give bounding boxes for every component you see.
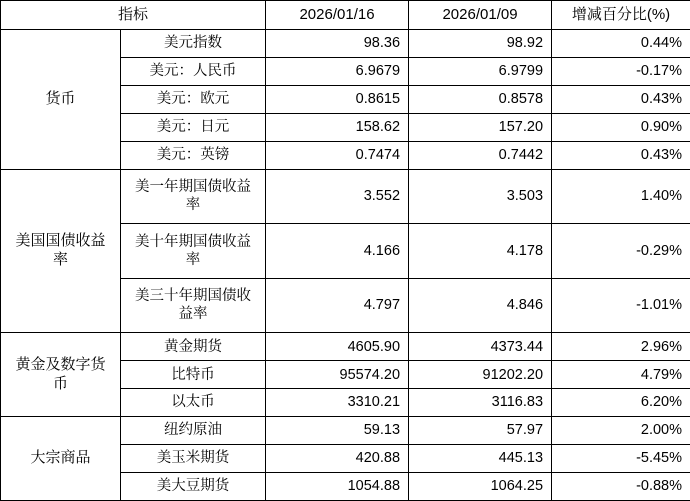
value-current: 3310.21 bbox=[266, 389, 409, 417]
group-label-currency: 货币 bbox=[1, 29, 121, 169]
column-header-indicator: 指标 bbox=[1, 1, 266, 30]
value-previous: 98.92 bbox=[409, 29, 552, 57]
value-previous: 3.503 bbox=[409, 169, 552, 223]
value-change: -0.88% bbox=[552, 472, 690, 500]
value-current: 98.36 bbox=[266, 29, 409, 57]
value-previous: 91202.20 bbox=[409, 361, 552, 389]
value-change: -5.45% bbox=[552, 445, 690, 473]
table-row bbox=[1, 29, 690, 57]
value-previous: 4373.44 bbox=[409, 333, 552, 361]
row-item-label: 美三十年期国债收益率 bbox=[121, 278, 266, 332]
table-row bbox=[1, 169, 690, 223]
row-item-label: 美十年期国债收益率 bbox=[121, 224, 266, 278]
value-previous: 57.97 bbox=[409, 417, 552, 445]
row-item-label: 美元：人民币 bbox=[121, 57, 266, 85]
value-current: 1054.88 bbox=[266, 472, 409, 500]
value-change: 0.90% bbox=[552, 113, 690, 141]
table-row bbox=[1, 333, 690, 361]
value-current: 0.7474 bbox=[266, 141, 409, 169]
value-current: 59.13 bbox=[266, 417, 409, 445]
value-change: 0.43% bbox=[552, 141, 690, 169]
row-item-label: 美玉米期货 bbox=[121, 445, 266, 473]
value-previous: 445.13 bbox=[409, 445, 552, 473]
value-previous: 3116.83 bbox=[409, 389, 552, 417]
value-previous: 4.846 bbox=[409, 278, 552, 332]
value-previous: 0.7442 bbox=[409, 141, 552, 169]
group-label-commodities: 大宗商品 bbox=[1, 417, 121, 501]
value-current: 6.9679 bbox=[266, 57, 409, 85]
row-item-label: 美大豆期货 bbox=[121, 472, 266, 500]
value-change: 1.40% bbox=[552, 169, 690, 223]
column-header-date-previous: 2026/01/09 bbox=[409, 1, 552, 30]
value-change: 0.44% bbox=[552, 29, 690, 57]
table-header-row bbox=[1, 1, 690, 30]
column-header-change-pct: 增减百分比(%) bbox=[552, 1, 690, 30]
row-item-label: 以太币 bbox=[121, 389, 266, 417]
column-header-date-current: 2026/01/16 bbox=[266, 1, 409, 30]
row-item-label: 美一年期国债收益率 bbox=[121, 169, 266, 223]
value-previous: 4.178 bbox=[409, 224, 552, 278]
value-previous: 0.8578 bbox=[409, 85, 552, 113]
value-current: 3.552 bbox=[266, 169, 409, 223]
value-change: 2.00% bbox=[552, 417, 690, 445]
table-row bbox=[1, 417, 690, 445]
row-item-label: 美元：欧元 bbox=[121, 85, 266, 113]
row-item-label: 纽约原油 bbox=[121, 417, 266, 445]
value-previous: 157.20 bbox=[409, 113, 552, 141]
value-current: 95574.20 bbox=[266, 361, 409, 389]
value-change: 6.20% bbox=[552, 389, 690, 417]
value-current: 4605.90 bbox=[266, 333, 409, 361]
row-item-label: 美元指数 bbox=[121, 29, 266, 57]
value-current: 4.797 bbox=[266, 278, 409, 332]
value-change: 4.79% bbox=[552, 361, 690, 389]
value-previous: 1064.25 bbox=[409, 472, 552, 500]
value-current: 158.62 bbox=[266, 113, 409, 141]
row-item-label: 比特币 bbox=[121, 361, 266, 389]
value-current: 4.166 bbox=[266, 224, 409, 278]
group-label-treasury-yields: 美国国债收益率 bbox=[1, 169, 121, 332]
row-item-label: 美元：英镑 bbox=[121, 141, 266, 169]
value-change: 0.43% bbox=[552, 85, 690, 113]
group-label-gold-crypto: 黄金及数字货币 bbox=[1, 333, 121, 417]
row-item-label: 黄金期货 bbox=[121, 333, 266, 361]
value-current: 0.8615 bbox=[266, 85, 409, 113]
value-change: -0.17% bbox=[552, 57, 690, 85]
value-change: -0.29% bbox=[552, 224, 690, 278]
value-current: 420.88 bbox=[266, 445, 409, 473]
value-change: 2.96% bbox=[552, 333, 690, 361]
value-change: -1.01% bbox=[552, 278, 690, 332]
value-previous: 6.9799 bbox=[409, 57, 552, 85]
row-item-label: 美元：日元 bbox=[121, 113, 266, 141]
